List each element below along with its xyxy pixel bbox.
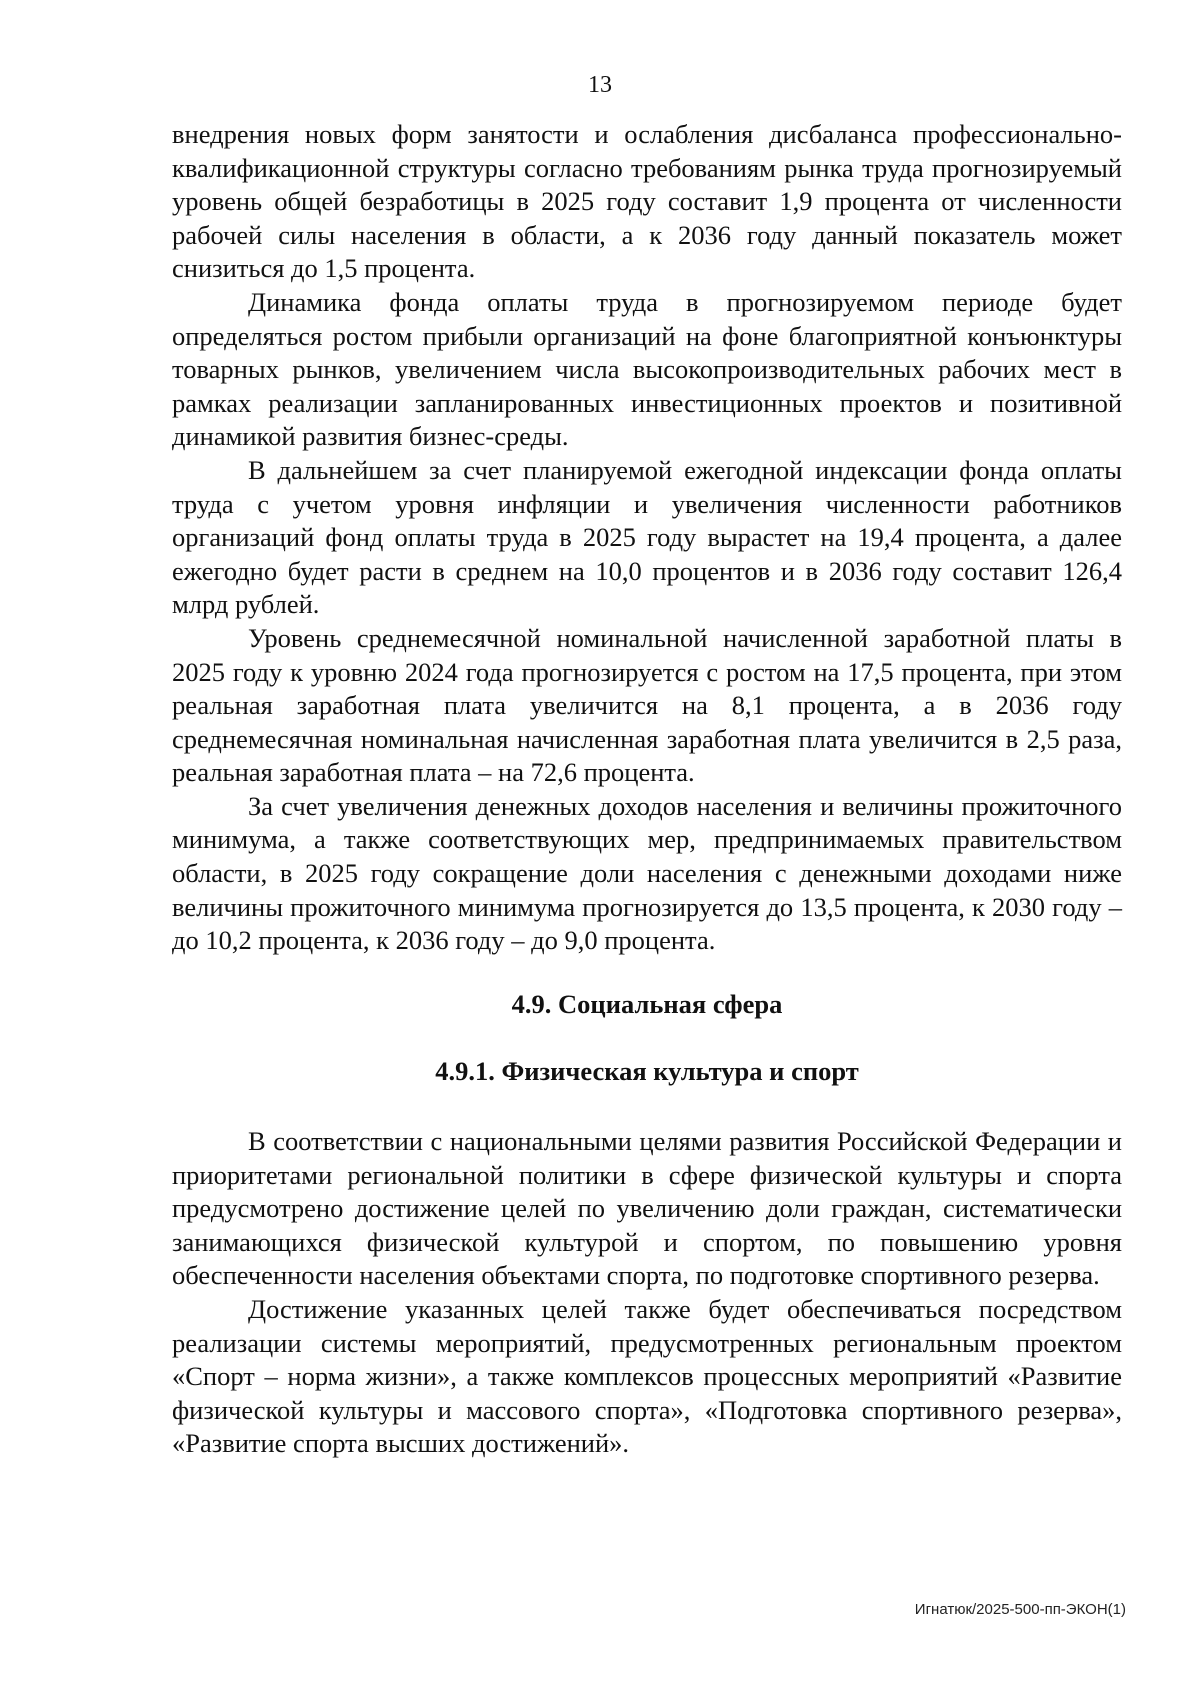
paragraph-sport-goals: В соответствии с национальными целями развития Российской Федерации и приоритетами региональной политики в сфере физической культуры и спорта предусмотрено достижение целей по увеличению доли граждан, систематически занимающихся физической культурой и спортом, по повышению уровня обеспеченности населения объектами спорта, по подготовке спортивного резерва. [172, 1126, 1122, 1291]
subsection-heading: 4.9.1. Физическая культура и спорт [435, 1056, 859, 1087]
paragraph-sport-projects: Достижение указанных целей также будет обеспечиваться посредством реализации системы мероприятий, предусмотренных региональным проектом «Спорт – норма жизни», а также комплексов процессных мероприятий «Развитие физической культуры и массового спорта», «Подготовка спортивного резерва», «Развитие спорта высших достижений». [172, 1294, 1122, 1459]
paragraph-average-salary: Уровень среднемесячной номинальной начисленной заработной платы в 2025 году к уровню 2024 года прогнозируется с ростом на 17,5 процента, при этом реальная заработная плата увеличится на 8,1 процента, а в 2036 году среднемесячная номинальная начисленная заработная плата увеличится в 2,5 раза, реальная заработная плата – на 72,6 процента. [172, 622, 1122, 788]
paragraph-wage-fund-dynamics: Динамика фонда оплаты труда в прогнозируемом периоде будет определяться ростом прибыли организаций на фоне благоприятной конъюнктуры товарных рынков, увеличением числа высокопроизводительных рабочих мест в рамках реализации запланированных инвестиционных проектов и позитивной динамикой развития бизнес-среды. [172, 286, 1122, 452]
section-heading: 4.9. Социальная сфера [511, 988, 783, 1019]
document-body [172, 118, 1122, 1461]
paragraph-unemployment-continuation: внедрения новых форм занятости и ослабления дисбаланса профессионально-квалификационной структуры согласно требованиям рынка труда прогнозируемый уровень общей безработицы в 2025 году составит 1,9 процента от численности рабочей силы населения в области, а к 2036 году данный показатель может снизиться до 1,5 процента. [172, 119, 1122, 284]
paragraph-poverty-share: За счет увеличения денежных доходов населения и величины прожиточного минимума, а также соответствующих мер, предпринимаемых правительством области, в 2025 году сокращение доли населения с денежными доходами ниже величины прожиточного минимума прогнозируется до 13,5 процента, к 2030 году – до 10,2 процента, к 2036 году – до 9,0 процента. [172, 790, 1122, 956]
document-code: Игнатюк/2025-500-пп-ЭКОН(1) [914, 1601, 1126, 1618]
paragraph-wage-fund-indexation: В дальнейшем за счет планируемой ежегодной индексации фонда оплаты труда с учетом уровня инфляции и увеличения численности работников организаций фонд оплаты труда в 2025 году вырастет на 19,4 процента, а далее ежегодно будет расти в среднем на 10,0 процентов и в 2036 году составит 126,4 млрд рублей. [172, 454, 1122, 620]
page-number: 13 [588, 72, 612, 98]
